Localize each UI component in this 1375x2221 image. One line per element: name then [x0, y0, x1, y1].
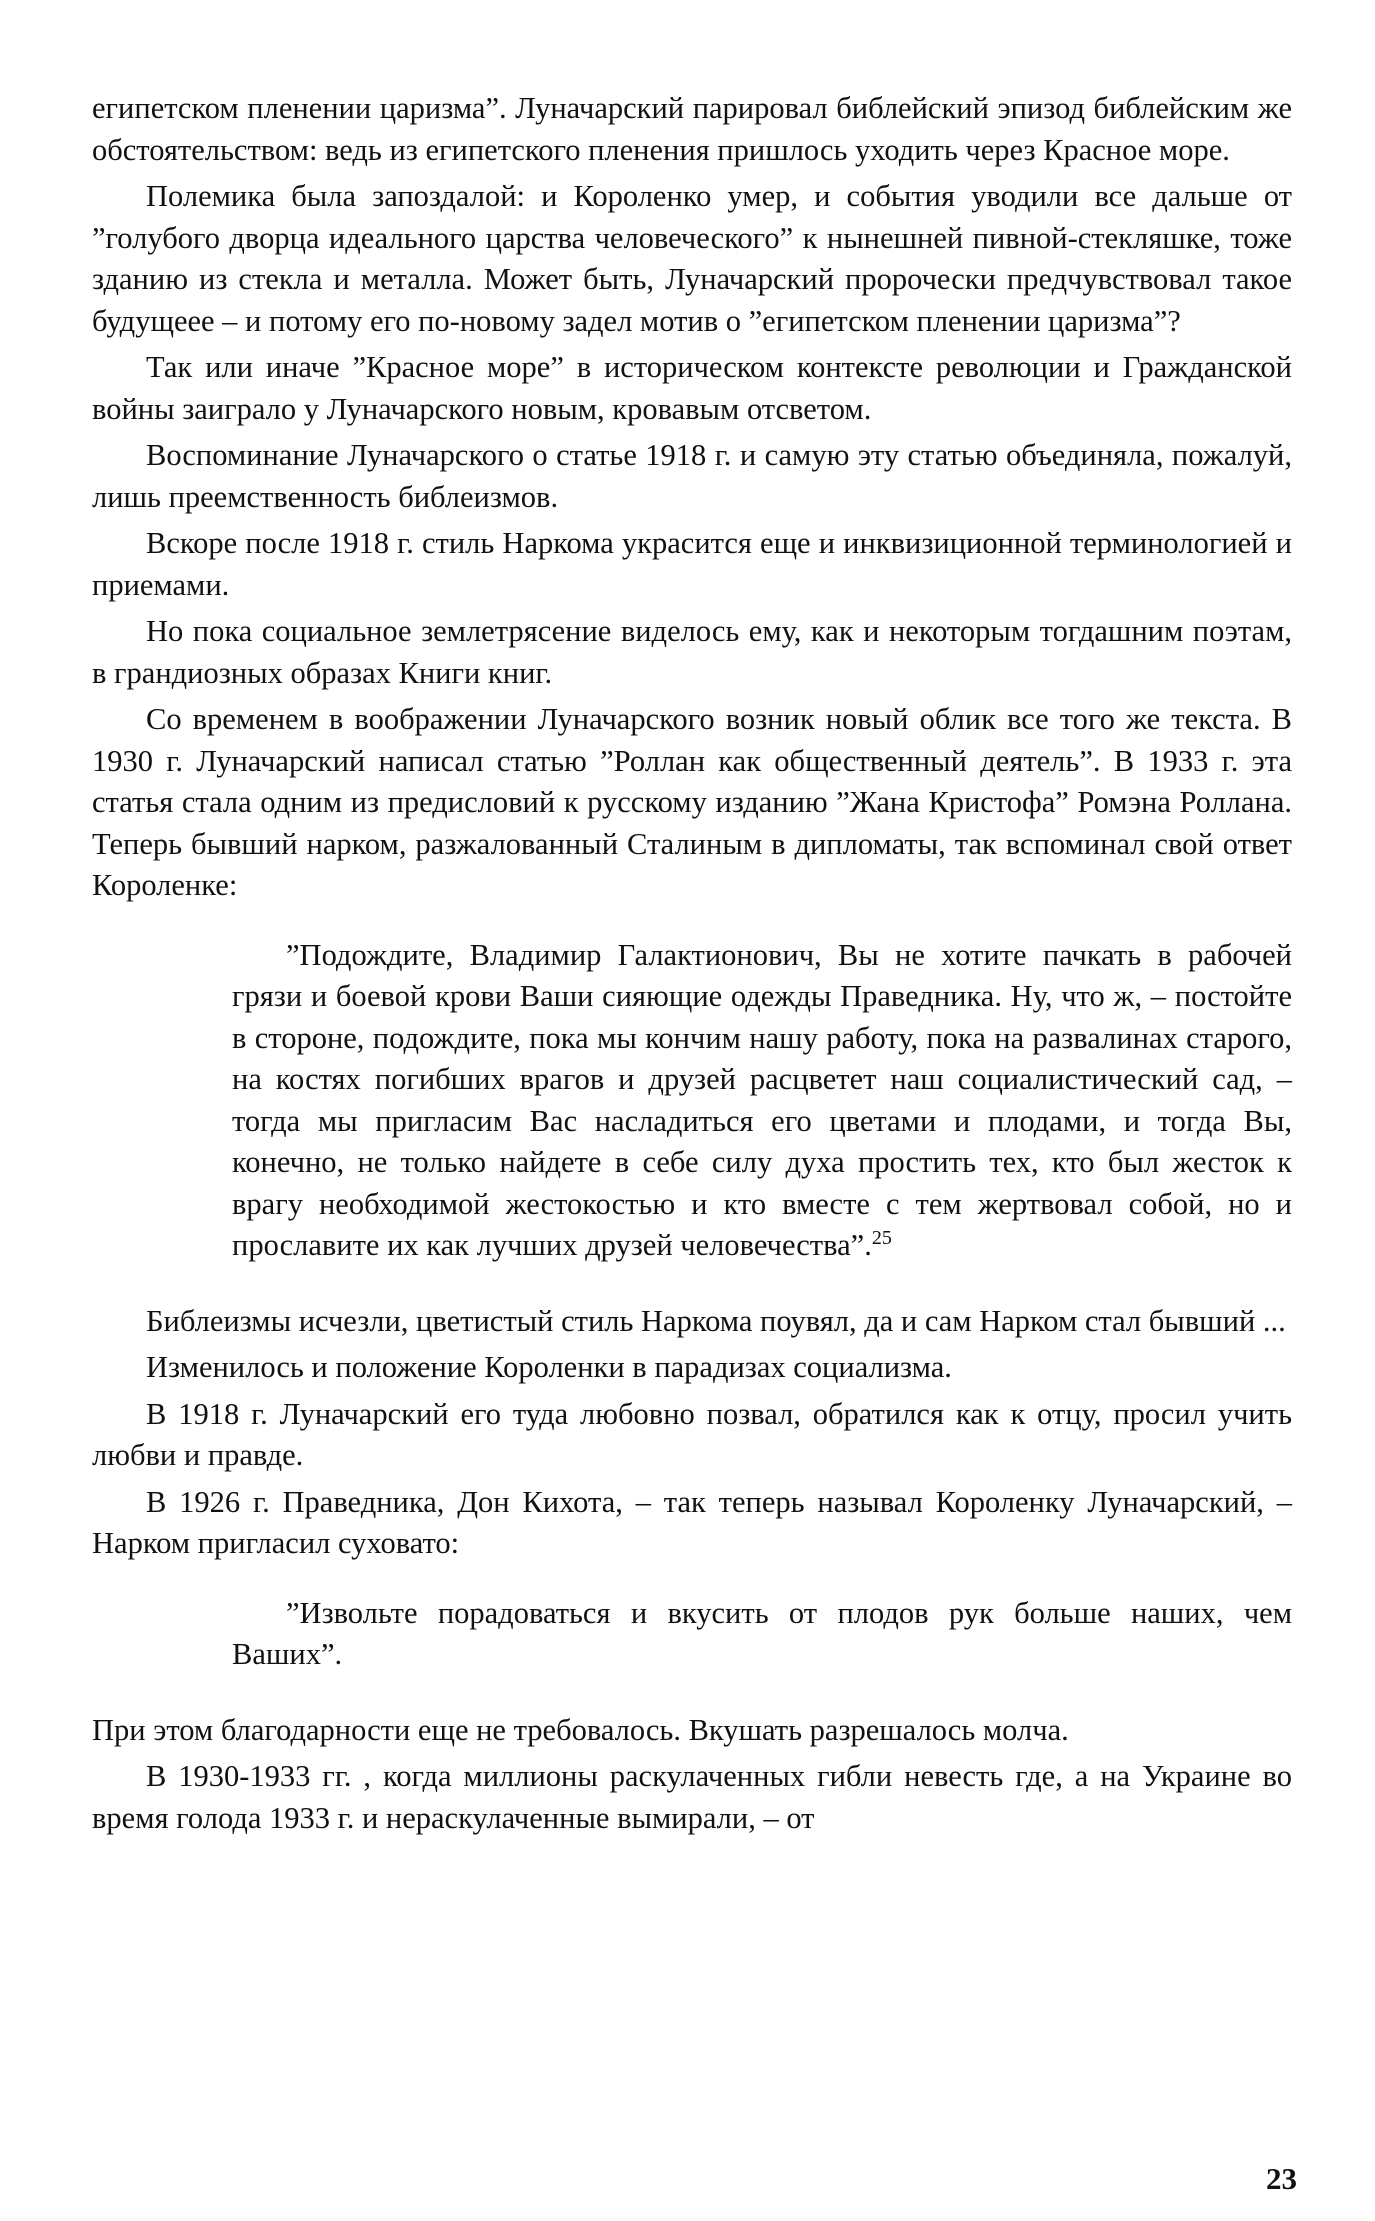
quote-text-body: ”Подождите, Владимир Галактионович, Вы не хотите пачкать в рабочей грязи и боевой крови Ваши сияющие одежды Праведника. Ну, что ж, – постойте в стороне, подождите, пока мы кончим нашу работу, пока на развалинах старого, на костях погибших врагов и друзей расцветет наш социалистический сад, – тогда мы пригласим Вас насладиться его цветами и плодами, и тогда Вы, конечно, не только найдете в себе силу духа простить тех, кто был жесток к врагу необходимой жестокостью и кто вместе с тем жертвовал собой, но и прославите их как лучших друзей человечества”.: [232, 937, 1292, 1262]
paragraph: Но пока социальное землетрясение виделось ему, как и некоторым тогдашним поэтам, в грандиозных образах Книги книг.: [92, 614, 1292, 690]
quote-text: [232, 935, 1292, 1267]
quote-text: ”Извольте порадоваться и вкусить от плодов рук больше наших, чем Ваших”.: [232, 1595, 1292, 1671]
paragraph: В 1918 г. Луначарский его туда любовно позвал, обратился как к отцу, просил учить любви и правде.: [92, 1396, 1292, 1472]
page-number: 23: [1266, 2161, 1297, 2196]
paragraph: В 1926 г. Праведника, Дон Кихота, – так теперь называл Короленку Луначарский, – Нарком пригласил суховато:: [92, 1484, 1292, 1560]
paragraph-continuation: египетском пленении царизма”. Луначарский парировал библейский эпизод библейским же обстоятельством: ведь из египетского пленения пришлось уходить через Красное море.: [92, 91, 1292, 167]
paragraph: Библеизмы исчезли, цветистый стиль Наркома поувял, да и сам Нарком стал бывший ...: [146, 1303, 1286, 1338]
paragraph: Воспоминание Луначарского о статье 1918 г. и самую эту статью объединяла, пожалуй, лишь преемственность библеизмов.: [92, 438, 1292, 514]
paragraph: Так или иначе ”Красное море” в историческом контексте революции и Гражданской войны заиграло у Луначарского новым, кровавым отсветом.: [92, 350, 1292, 426]
paragraph: Со временем в воображении Луначарского возник новый облик все того же текста. В 1930 г. Луначарский написал статью ”Роллан как общественный деятель”. В 1933 г. эта статья стала одним из предисловий к русскому изданию ”Жана Кристофа” Ромэна Роллана. Теперь бывший нарком, разжалованный Сталиным в дипломаты, так вспоминал свой ответ Короленке:: [92, 702, 1292, 902]
paragraph: При этом благодарности еще не требовалось. Вкушать разрешалось молча.: [92, 1712, 1069, 1747]
page-body: [92, 88, 1292, 1839]
block-quote-lunacharsky-reply: [92, 935, 1292, 1267]
paragraph: В 1930-1933 гг. , когда миллионы раскулаченных гибли невесть где, а на Украине во время голода 1933 г. и нераскулаченные вымирали, – от: [92, 1759, 1292, 1835]
footnote-marker: 25: [871, 1226, 892, 1249]
block-quote-invitation: [92, 1593, 1292, 1676]
paragraph: Полемика была запоздалой: и Короленко умер, и события уводили все дальше от ”голубого дворца идеального царства человеческого” к нынешней пивной-стекляшке, тоже зданию из стекла и металла. Может быть, Луначарский пророчески предчувствовал такое будущеее – и потому его по-новому задел мотив о ”египетском пленении царизма”?: [92, 179, 1292, 338]
paragraph: Вскоре после 1918 г. стиль Наркома украсится еще и инквизиционной терминологией и приемами.: [92, 526, 1292, 602]
paragraph: Изменилось и положение Короленки в парадизах социализма.: [146, 1350, 952, 1384]
